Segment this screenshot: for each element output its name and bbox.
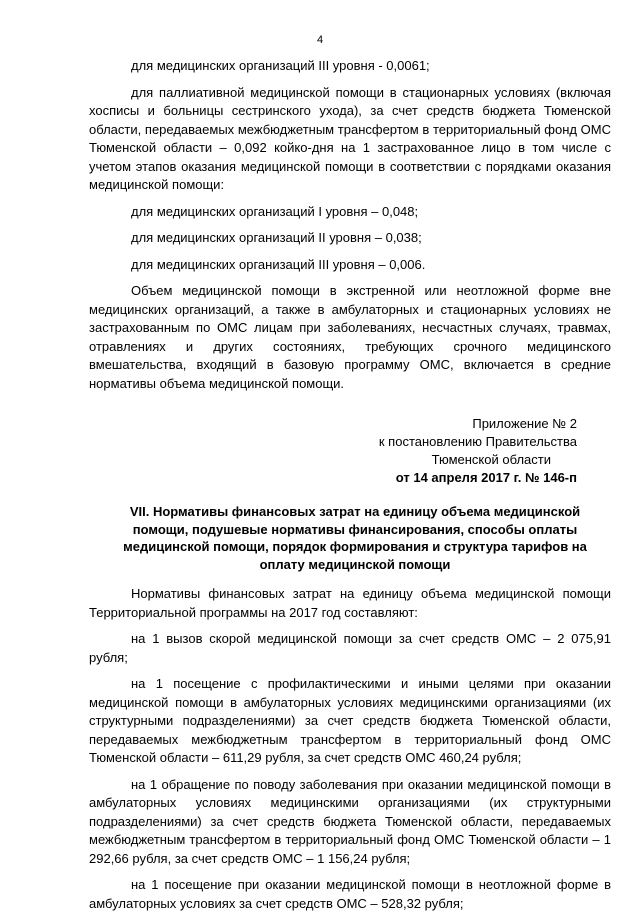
appendix-authority: Тюменской области	[431, 452, 551, 467]
paragraph: на 1 посещение при оказании медицинской помощи в неотложной форме в амбулаторных условиях за счет средств ОМС – 528,32 рубля;	[89, 877, 611, 911]
paragraph: на 1 вызов скорой медицинской помощи за счет средств ОМС – 2 075,91 рубля;	[89, 631, 611, 665]
section-heading: VII. Нормативы финансовых затрат на единицу объема медицинской помощи, подушевые нормативы финансирования, способы оплаты медицинской помощи, порядок формирования и структура тарифов на оплату медицинской помощи	[123, 504, 587, 572]
appendix-reference: к постановлению Правительства	[378, 434, 577, 449]
paragraph: на 1 обращение по поводу заболевания при оказании медицинской помощи в амбулаторных условиях медицинскими организациями (их структурными подразделениями) за счет средств бюджета Тюменской области, передаваемых межбюджетным трансфертом в территориальный фонд ОМС Тюменской области – 1 292,66 рубля, за счет средств ОМС – 1 156,24 рубля;	[89, 776, 611, 866]
paragraph: для медицинских организаций I уровня – 0,048;	[131, 203, 419, 219]
paragraph: на 1 посещение с профилактическими и иными целями при оказании медицинской помощи в амбулаторных условиях медицинскими организациями (их структурными подразделениями) за счет средств бюджета Тюменской области, передаваемых межбюджетным трансфертом в территориальный фонд ОМС Тюменской области – 611,29 рубля, за счет средств ОМС 460,24 рубля;	[89, 676, 611, 765]
appendix-date-number: от 14 апреля 2017 г. № 146-п	[395, 470, 577, 485]
appendix-title: Приложение № 2	[472, 416, 577, 431]
document-body	[89, 57, 611, 921]
paragraph: для медицинских организаций III уровня – 0,006.	[131, 256, 426, 272]
paragraph: Нормативы финансовых затрат на единицу объема медицинской помощи Территориальной программы на 2017 год составляют:	[89, 586, 611, 620]
paragraph: для медицинских организаций II уровня – 0,038;	[131, 230, 422, 245]
paragraph: Объем медицинской помощи в экстренной или неотложной форме вне медицинских организаций, а также в амбулаторных и стационарных условиях не застрахованным по ОМС лицам при заболеваниях, несчастных случаях, травмах, отравлениях и других состояниях, требующих срочного медицинского вмешательства, входящий в базовую программу ОМС, включается в средние нормативы объема медицинской помощи.	[89, 283, 611, 391]
page-number: 4	[316, 34, 324, 46]
paragraph: для паллиативной медицинской помощи в стационарных условиях (включая хосписы и больницы сестринского ухода), за счет средств бюджета Тюменской области, передаваемых межбюджетным трансфертом в территориальный фонд ОМС Тюменской области – 0,092 койко-дня на 1 застрахованное лицо в том числе с учетом этапов оказания медицинской помощи в соответствии с порядками оказания медицинской помощи:	[89, 84, 611, 192]
appendix-block	[89, 415, 611, 487]
paragraph: для медицинских организаций III уровня - 0,0061;	[131, 58, 430, 73]
